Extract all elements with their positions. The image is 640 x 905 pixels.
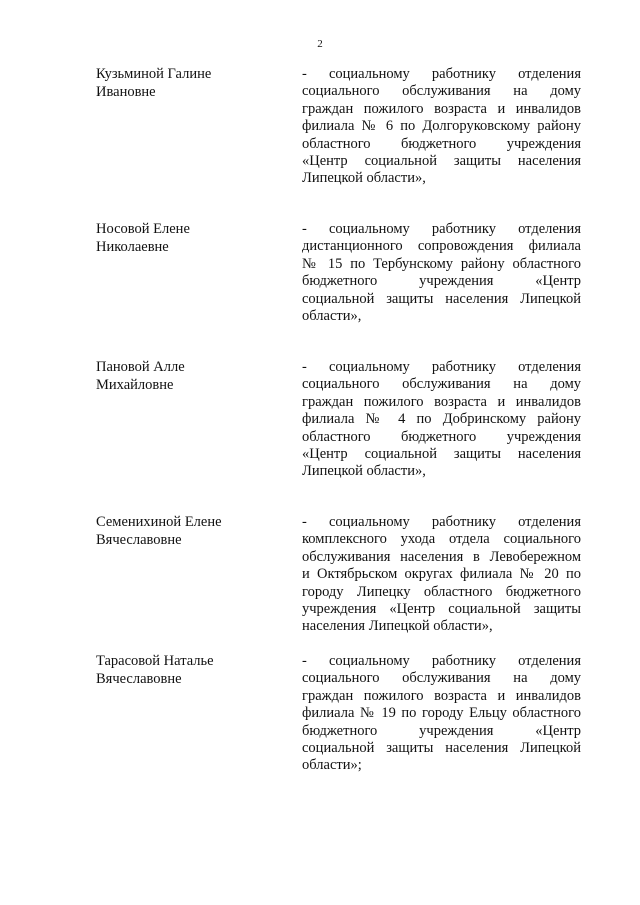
desc-line: Липецкой области», (302, 463, 426, 480)
name-line: Вячеславовне (96, 670, 182, 687)
desc-line: социального обслуживания на дому (302, 83, 581, 100)
position-description (302, 653, 581, 775)
recipient-name (96, 653, 276, 688)
name-line: Кузьминой Галине (96, 66, 212, 82)
position-description (302, 221, 581, 325)
name-line: Носовой Елене (96, 221, 190, 237)
desc-line: и Октябрьском округах филиала № 20 по (302, 566, 581, 583)
name-line: Тарасовой Наталье (96, 653, 214, 669)
desc-line: - социальному работнику отделения (302, 66, 581, 82)
name-line: Николаевне (96, 238, 169, 255)
desc-line: «Центр социальной защиты населения (302, 446, 581, 463)
desc-line: обслуживания населения в Левобережном (302, 548, 581, 565)
recipient-name (96, 66, 276, 101)
desc-line: социальной защиты населения Липецкой (302, 290, 581, 307)
desc-line: социальной защиты населения Липецкой (302, 740, 581, 757)
desc-line: области»; (302, 757, 362, 774)
position-description (302, 514, 581, 636)
position-description (302, 66, 581, 188)
desc-line: населения Липецкой области», (302, 618, 493, 635)
desc-line: граждан пожилого возраста и инвалидов (302, 100, 581, 117)
name-line: Михайловне (96, 376, 174, 393)
name-line: Пановой Алле (96, 359, 185, 375)
name-line: Вячеславовне (96, 531, 182, 548)
name-line: Семенихиной Елене (96, 514, 222, 530)
desc-line: области», (302, 308, 362, 325)
desc-line: граждан пожилого возраста и инвалидов (302, 393, 581, 410)
desc-line: бюджетного учреждения «Центр (302, 722, 581, 739)
desc-line: областного бюджетного учреждения (302, 428, 581, 445)
desc-line: городу Липецку областного бюджетного (302, 583, 581, 600)
recipient-name (96, 221, 276, 256)
desc-line: - социальному работнику отделения (302, 221, 581, 237)
desc-line: граждан пожилого возраста и инвалидов (302, 687, 581, 704)
desc-line: № 15 по Тербунскому району областного (302, 255, 581, 272)
desc-line: - социальному работнику отделения (302, 653, 581, 669)
desc-line: областного бюджетного учреждения (302, 135, 581, 152)
desc-line: филиала № 19 по городу Ельцу областного (302, 705, 581, 722)
desc-line: дистанционного сопровождения филиала (302, 238, 581, 255)
desc-line: социального обслуживания на дому (302, 376, 581, 393)
name-line: Ивановне (96, 83, 156, 100)
desc-line: - социальному работнику отделения (302, 514, 581, 530)
page-number: 2 (317, 38, 323, 50)
desc-line: - социальному работнику отделения (302, 359, 581, 375)
desc-line: филиала № 4 по Добринскому району (302, 411, 581, 428)
desc-line: социального обслуживания на дому (302, 670, 581, 687)
desc-line: бюджетного учреждения «Центр (302, 273, 581, 290)
recipient-name (96, 514, 276, 549)
desc-line: учреждения «Центр социальной защиты (302, 601, 581, 618)
desc-line: Липецкой области», (302, 170, 426, 187)
desc-line: «Центр социальной защиты населения (302, 153, 581, 170)
desc-line: комплексного ухода отдела социального (302, 531, 581, 548)
desc-line: филиала № 6 по Долгоруковскому району (302, 118, 581, 135)
position-description (302, 359, 581, 481)
recipient-name (96, 359, 276, 394)
